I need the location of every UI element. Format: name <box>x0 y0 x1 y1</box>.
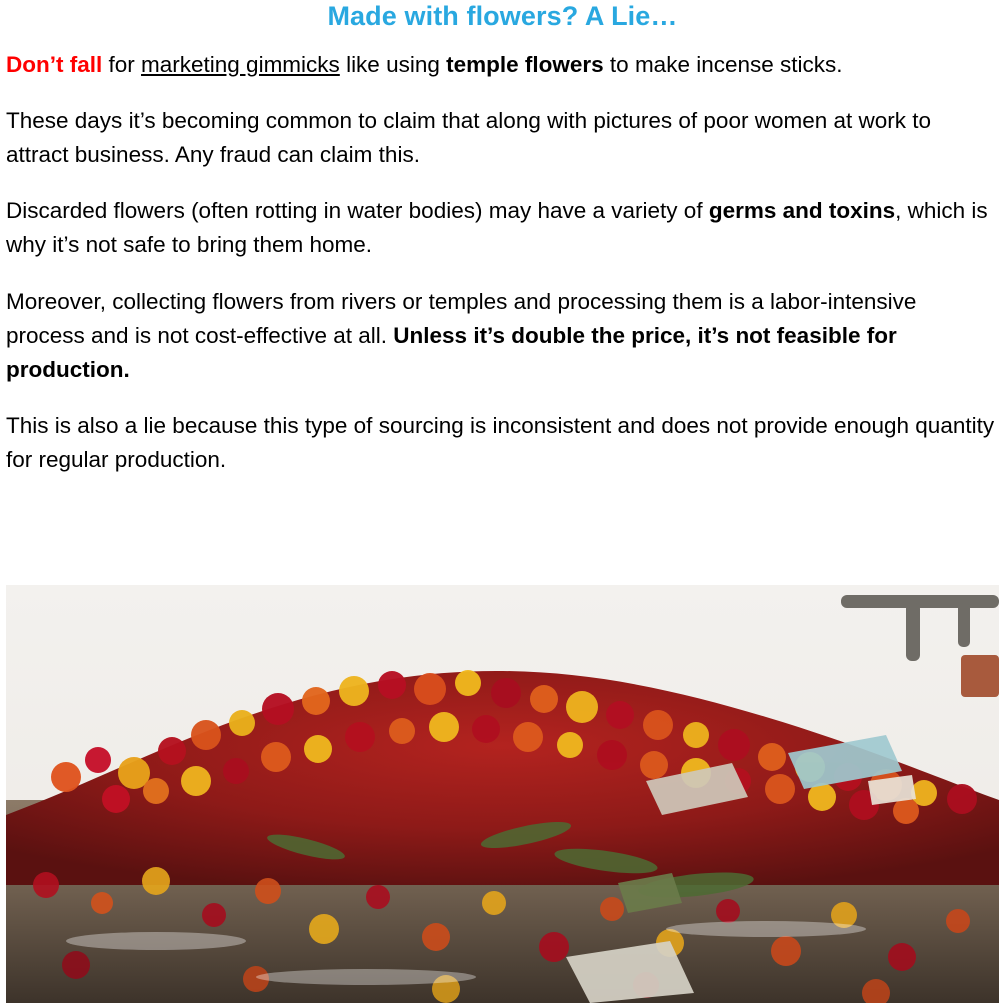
para3-run-3: , which is why it’s not safe to bring them home. <box>6 198 988 258</box>
para1-run-4: like using <box>339 51 447 77</box>
para1-run-1: Don’t fall <box>6 51 103 77</box>
para1-run-3: marketing gimmicks <box>141 51 340 77</box>
page-title: Made with flowers? A Lie… <box>327 1 678 31</box>
paragraph-2 <box>6 104 999 172</box>
paragraph-4 <box>6 285 999 388</box>
para1-run-6: to make incense sticks. <box>603 51 843 77</box>
para3-run-1: Discarded flowers (often rotting in water bodies) may have a variety of <box>6 198 709 224</box>
para2-run-1: These days it’s becoming common to claim that along with pictures of poor women at work to attract business. Any fraud can claim this. <box>6 107 932 168</box>
para5-run-1: This is also a lie because this type of sourcing is inconsistent and does not provide enough quantity for regular production. <box>6 413 995 473</box>
paragraph-3 <box>6 194 999 262</box>
para1-run-2: for <box>102 51 142 77</box>
body-copy <box>0 48 1005 478</box>
paragraph-5 <box>6 409 999 477</box>
para1-run-5: temple flowers <box>446 51 604 77</box>
paragraph-1 <box>6 48 999 82</box>
para4-run-1: Moreover, collecting flowers from rivers or temples and processing them is a labor-intensive process and is not cost-effective at all. <box>6 288 917 348</box>
para4-run-2: Unless it’s double the price, it’s not feasible for production. <box>6 322 897 382</box>
photo-illustration <box>6 585 999 1003</box>
para3-run-2: germs and toxins <box>708 198 896 224</box>
discarded-temple-flowers-photo <box>6 585 999 1003</box>
